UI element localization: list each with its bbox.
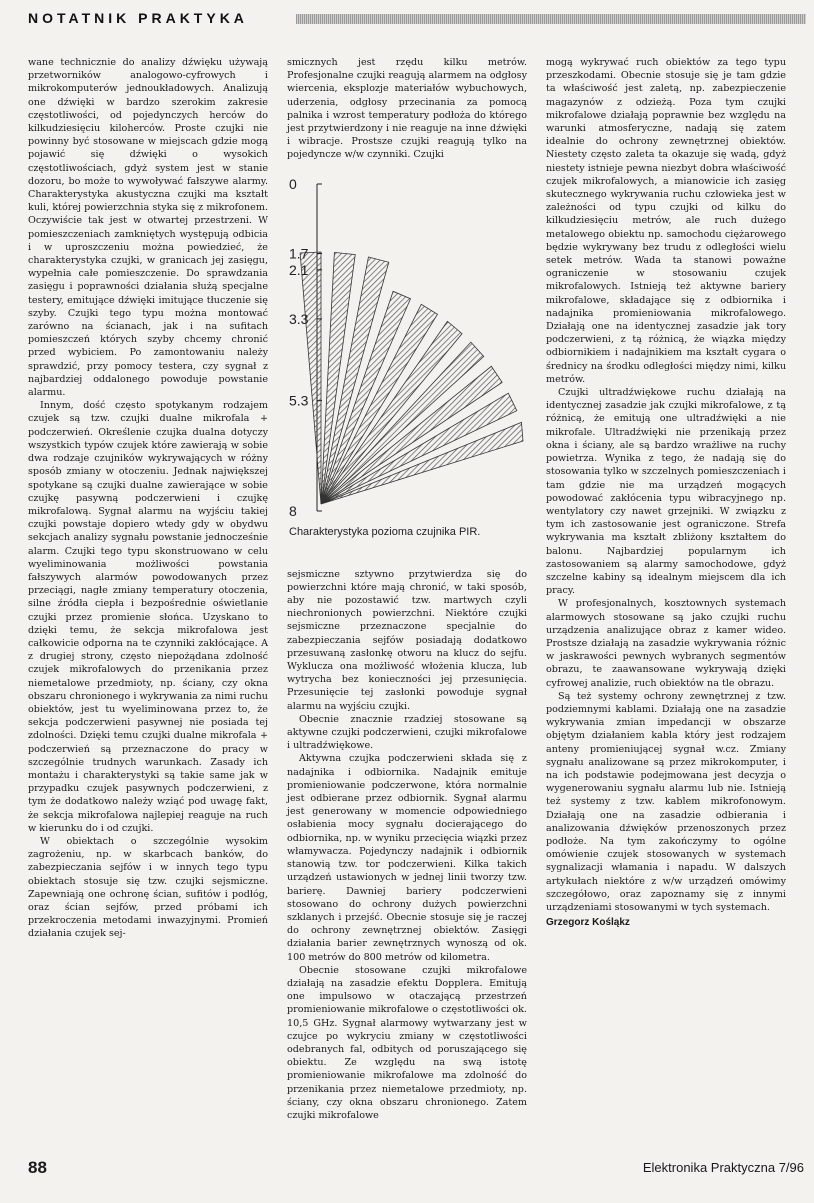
paragraph: smicznych jest rzędu kilku metrów. Profesjonalne czujki reagują alarmem na odgłosy wiercenia, eksplozje materiałów wybuchowych, uderzenia, odgłosy przecinania za pomocą palnika i wzrost temperatury podłoża do którego jest przytwierdzony i nie reaguje na inne dźwięki i wibracje. Prostsze czujki reagują tylko na pojedyncze w/w czynniki. Czujki <box>287 57 527 161</box>
paragraph: sejsmiczne sztywno przytwierdza się do powierzchni które mają chronić, w taki sposób, aby nie pozostawić tzw. martwych czyli niechronionych powierzchni. Niektóre czujki sejsmiczne przeznaczone specjalnie do zabezpieczania sejfów posiadają dodatkowo przesuwaną zasłonkę otworu na klucz do sejfu. Wyklucza ona możliwość włożenia klucza, lub wytrycha bez konieczności jej przesunięcia. Przesunięcie tej zasłonki powoduje sygnał alarmu na wyjściu czujki. <box>287 568 527 712</box>
paragraph: wane technicznie do analizy dźwięku używają przetworników analogowo-cyfrowych i mikrokomputerów jednoukładowych. Analizują one dźwięki w bardzo szerokim zakresie częstotliwości, od pojedynczych herców do kilkudziesięciu kiloherców. Proste czujki nie powinny być stosowane w miejscach gdzie mogą pojawić się dźwięki o wysokich częstotliwościach, gdyż system jest w stanie dozoru, bo może to wywoływać fałszywe alarmy. Charakterystyka akustyczna czujki ma kształt kuli, której powierzchnia styka się z mikrofonem. Oczywiście tak jest w otwartej przestrzeni. W pomieszczeniach zamkniętych występują odbicia i w uproszczeniu można powiedzieć, że charakterystyka czujki, w granicach jej zasięgu, wypełnia całe pomieszczenie. Do sprawdzania zasięgu i poprawności działania służą specjalne testery, emitujące dźwięki imitujące tłuczenie się szyby. Czujki tego typu można montować zarówno na ścianach, jak i na sufitach pomieszczeń których szyby chcemy chronić przed wybiciem. Po zamontowaniu należy sprawdzić, przy pomocy testera, czy sygnał z najbardziej oddalonego powoduje powstanie alarmu. <box>28 57 268 399</box>
chart-tick-label: 0 <box>289 175 297 192</box>
chart-tick-label: 8 <box>289 502 297 519</box>
chart-tick-label: 1.7 <box>289 245 309 262</box>
paragraph: Obecnie znacznie rzadziej stosowane są aktywne czujki podczerwieni, czujki mikrofalowe i ultradźwiękowe. <box>287 713 527 752</box>
magazine-name: Elektronika Praktyczna 7/96 <box>642 1160 804 1175</box>
section-title: NOTATNIK PRAKTYKA <box>28 10 248 26</box>
column-1 <box>28 56 268 1151</box>
chart-tick-label: 5.3 <box>289 392 309 409</box>
page-number: 88 <box>28 1158 47 1177</box>
chart-tick-label: 3.3 <box>289 310 309 327</box>
pir-chart <box>287 166 527 526</box>
chart-beam <box>300 252 321 504</box>
paragraph: Obecnie stosowane czujki mikrofalowe działają na zasadzie efektu Dopplera. Emitują one impulsowo w otaczającą przestrzeń promieniowanie mikrofalowe o częstotliwości ok. 10,5 GHz. Sygnał alarmowy wytwarzany jest w czujce po wykryciu zmiany w częstotliwości odebranych fal, odbitych od poruszającego się obiektu. Ze względu na swą istotę promieniowanie mikrofalowe ma zdolność do przenikania przez niemetalowe przedmioty, np. ściany, czy okna obszaru chronionego. Zatem czujki mikrofalowe <box>287 964 527 1121</box>
paragraph: W obiektach o szczególnie wysokim zagrożeniu, np. w skarbcach banków, do zabezpieczania sejfów i w innych tego typu obiektach stosuje się tzw. czujki sejsmiczne. Zapewniają one ochronę ścian, sufitów i podłóg, oraz ścian sejfów, przed próbami ich przekroczenia metodami inwazyjnymi. Promień działania czujek sej- <box>28 835 268 940</box>
paragraph: Innym, dość często spotykanym rodzajem czujek są tzw. czujki dualne mikrofala + podczerwień. Określenie czujka dualna dotyczy wszystkich typów czujek które zawierają w sobie dwa rodzaje czujników wykrywających w różny sposób zmiany w otoczeniu. Jednak największej spotykane są czujki dualne zawierające w sobie czujkę pasywną podczerwieni i czujkę mikrofalową. Sygnał alarmu na wyjściu takiej czujki powstaje dopiero wtedy gdy w obydwu sekcjach analizy sygnału powstanie jednocześnie alarm. Czujki tego typu skonstruowano w celu wyeliminowania możliwości powstania fałszywych alarmów powodowanych przez przeciągi, nagłe zmiany temperatury otoczenia, silne źródła ciepła i bezpośrednie oświetlanie czujki przez promienie słońca. Uzyskano to dzięki temu, że sekcja mikrofalowa jest całkowicie odporna na te czynniki zakłócające. A z drugiej strony, często niepożądana zdolność czujek mikrofalowych do przenikania przez niemetalowe przedmioty, np. ściany, czy okna obszaru chronionego i wykrywania za nimi ruchu obiektów, jest tu wyeliminowana przez to, że sekcja podczerwieni pasywnej nie posiada tej zdolności. Dzięki temu czujki dualne mikrofala + podczerwień są przeznaczone do pracy w szczególnie trudnych warunkach. Zasady ich montażu i charakterystyki są takie same jak w przypadku czujek pasywnych podczerwieni, z tym że dodatkowo należy wziąć pod uwagę fakt, że sekcja mikrofalowa najlepiej reaguje na ruch w kierunku do i od czujki. <box>28 400 268 834</box>
paragraph: mogą wykrywać ruch obiektów za tego typu przeszkodami. Obecnie stosuje się je tam gdzie ta właściwość jest zaletą, np. zabezpieczenie magazynów z odzieżą. Poza tym czujki mikrofalowe działają poprawnie bez względu na warunki atmosferyczne, nadają się zatem idealnie do ochrony zewnętrznej obiektów. Niestety często zaleta ta okazuje się wadą, gdyż niestety istnieje pewna niezbyt dobra właściwość czujek mikrofalowych, a mianowicie ich zasięg skutecznego wykrywania ruchu człowieka jest w zależności od typu czujki od kilku do kilkudziesięciu metrów, ale ruch dużego metalowego obiektu np. samochodu ciężarowego będzie wykrywany bez trudu z odległości wielu setek metrów. Wada ta stanowi poważne ograniczenie w stosowaniu czujek mikrofalowych. Istnieją też aktywne bariery mikrofalowe, składające się z odbiornika i nadajnika promieniowania mikrofalowego. Działają one na identycznej zasadzie jak tory podczerwieni, z tą różnicą, że wiązka między odbiornikiem i nadajnikiem ma kształt cygara o średnicy na środku odległości między nimi, kilku metrów. <box>546 57 786 385</box>
paragraph: Aktywna czujka podczerwieni składa się z nadajnika i odbiornika. Nadajnik emituje promieniowanie podczerwone, która normalnie jest odbierane przez odbiornik. Sygnał alarmu jest generowany w momencie odpowiedniego osłabienia mocy sygnału docierającego do odbiornika, np. w wyniku przecięcia wiązki przez włamywacza. Pojedynczy nadajnik i odbiornik stanowią tzw. tor podczerwieni. Kilka takich urządzeń ustawionych w jednej linii tworzy tzw. barierę. Dawniej bariery podczerwieni stosowano do ochrony dużych powierzchni szklanych i przejść. Obecnie stosuje się je raczej do ochrony zewnętrznej obiektów. Zasięgi działania barier zewnętrznych wynoszą od ok. 100 metrów do 800 metrów od kilometra. <box>287 753 527 963</box>
figure-caption: Charakterystyka pozioma czujnika PIR. <box>289 525 481 538</box>
pir-figure <box>287 166 527 566</box>
chart-tick-label: 2.1 <box>289 261 309 278</box>
page-header <box>28 8 806 30</box>
paragraph: Są też systemy ochrony zewnętrznej z tzw. podziemnymi kablami. Działają one na zasadzie wykrywania zmian impedancji w obszarze objętym działaniem kabla który jest rodzajem anteny promieniującej sygnał w.cz. Zmiany sygnału analizowane są przez mikrokomputer, i na ich podstawie podejmowana jest decyzja o wygenerowaniu sygnału alarmu lub nie. Istnieją też systemy z tzw. kablem mikrofonowym. Działają one na zasadzie odbierania i analizowania dźwięków przenoszonych przez podłoże. Na tym zakończymy to ogólne omówienie czujek stosowanych w systemach sygnalizacji włamania i napadu. W dalszych artykułach niektóre z w/w urządzeń omówimy szczegółowo, oraz zapoznamy się z innymi urządzeniami stosowanymi w tych systemach. <box>546 690 786 913</box>
paragraph: W profesjonalnych, kosztownych systemach alarmowych stosowane są jako czujki ruchu urządzenia analizujące obraz z kamer wideo. Prostsze działają na zasadzie wykrywania różnic w jaskrawości pewnych wybranych segmentów obrazu, te zaawansowane wykrywają dzięki cyfrowej analizie, ruch obiektów na tle obrazu. <box>546 598 786 689</box>
column-2 <box>287 56 527 1151</box>
header-rule <box>296 14 806 24</box>
author-signature: Grzegorz Kośląkz <box>546 917 630 929</box>
column-3 <box>546 56 786 1151</box>
paragraph: Czujki ultradźwiękowe ruchu działają na identycznej zasadzie jak czujki mikrofalowe, z tą różnicą, że emitują one ultradźwięki a nie mikrofale. Ultradźwięki nie przenikają przez okna i ściany, ale są bardzo wrażliwe na ruchy powietrza. Wynika z tego, że nadają się do stosowania tylko w szczelnych pomieszczeniach i tam gdzie nie ma urządzeń mogących powodować zakłócenia typu wibracyjnego np. wentylatory czy nawet grzejniki. W związku z tym ich zastosowanie jest ograniczone. Strefa wykrywania ma kształt zbliżony kształtem do balonu. Najbardziej popularnym ich zastosowaniem są alarmy samochodowe, gdyż szczelne kabiny są idealnym miejscem dla ich pracy. <box>546 387 786 597</box>
